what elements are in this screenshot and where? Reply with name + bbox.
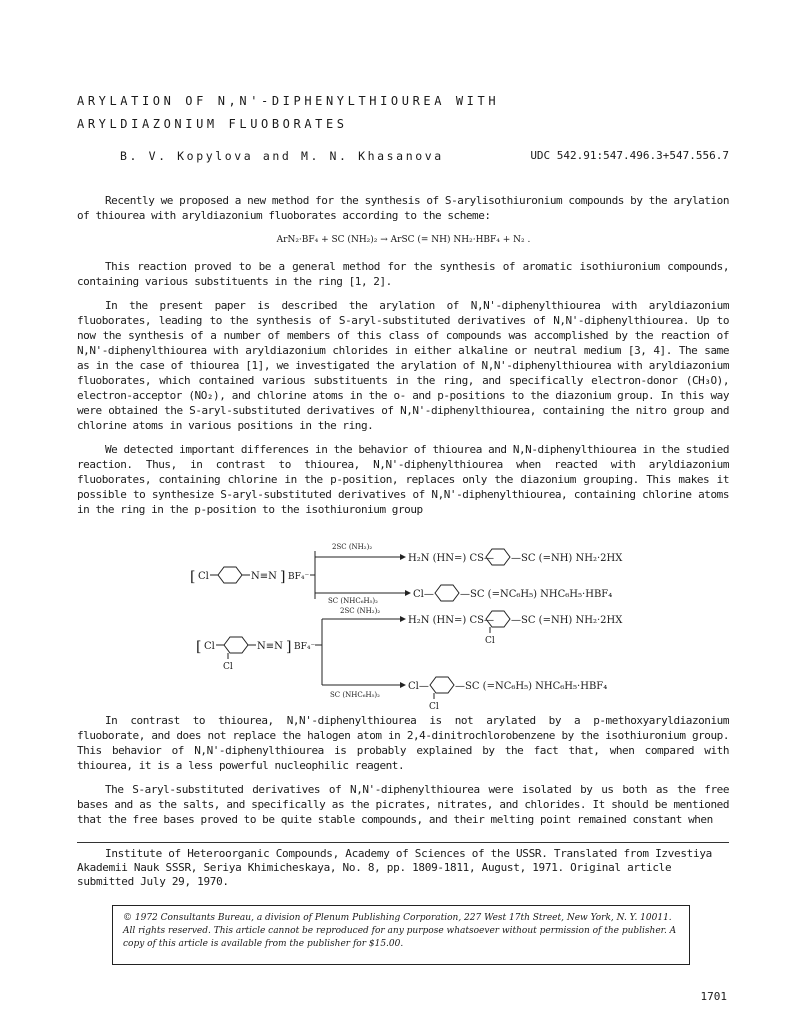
product3-subcl: Cl [485, 636, 495, 646]
paragraph-intro [77, 193, 729, 223]
benzene-ring-2 [224, 637, 248, 653]
product1-left: H₂N (HN=) CS— [408, 553, 494, 564]
bracket-left-1: [ [190, 569, 196, 585]
paragraph-4: We detected important differences in the behavior of thiourea and N,N-diphenylthiourea in the studied reaction. Thus, in contrast to thiourea, N,N'-diphenylthiourea when reacted with aryldiazonium fluoborates, containing chlorine in the p-position, replaces only the diazonium grouping. This makes it possible to synthesize S-aryl-substituted derivatives of N,N'-diphenylthiourea, containing chlorine atoms in the ring in the p-position to the isothiuronium group [77, 443, 729, 516]
reactant2-diazonium: N≡N [257, 641, 283, 652]
benzene-ring-p2 [435, 585, 459, 601]
reagent-c: 2SC (NH₂)₂ [340, 607, 381, 615]
copyright-box [112, 905, 690, 965]
footnote-divider [77, 842, 729, 843]
product3-right: —SC (=NH) NH₂·2HX [511, 615, 623, 626]
bracket-right-2: ] [286, 639, 292, 655]
footnote [77, 847, 717, 889]
reactant1-bf4: BF₄⁻ [288, 572, 310, 582]
benzene-ring-p4 [430, 677, 454, 693]
paragraph-1: Recently we proposed a new method for the synthesis of S-arylisothiuronium compounds by the arylation of thiourea with aryldiazonium fluoborates according to the scheme: [77, 194, 729, 222]
reagent-d: SC (NHC₆H₅)₂ [330, 691, 380, 699]
article-title-line-1: ARYLATION OF N,N'-DIPHENYLTHIOUREA WITH [77, 94, 500, 108]
paragraph-3: In the present paper is described the arylation of N,N'-diphenylthiourea with aryldiazonium fluoborates, leading to the synthesis of S-aryl-substituted derivatives of N,N'-diphenylthiourea. Up to now the synthesis of a number of members of this class of compounds was accomplished by the reaction of N,N'-diphenylthiourea with aryldiazonium chlorides in either alkaline or neutral medium [3, 4]. The same as in the case of thiourea [1], we investigated the arylation of N,N'-diphenylthiourea with aryldiazonium fluoborates, which contained various substituents in the ring, and specifically electron-donor (CH₃O), electron-acceptor (NO₂), and chlorine atoms in the o- and p-positions to the diazonium group. In this way were obtained the S-aryl-substituted derivatives of N,N'-diphenylthiourea, containing the nitro group and chlorine atoms in various positions in the ring. [77, 299, 729, 432]
paragraph-2: This reaction proved to be a general method for the synthesis of aromatic isothiuronium compounds, containing various substituents in the ring [1, 2]. [77, 260, 729, 288]
authors: B. V. Kopylova and M. N. Khasanova [120, 149, 444, 163]
reactant2-cl: Cl [204, 641, 215, 652]
reaction-equation: ArN₂·BF₄ + SC (NH₂)₂ → ArSC (= NH) NH₂·HBF₄ + N₂ . [276, 235, 531, 245]
bracket-left-2: [ [196, 639, 202, 655]
product4-subcl: Cl [429, 702, 439, 712]
reagent-a: 2SC (NH₂)₂ [332, 543, 373, 551]
reactant2-subcl: Cl [223, 662, 233, 672]
product4-left: Cl— [408, 681, 429, 692]
product2-right: —SC (=NC₆H₅) NHC₆H₅·HBF₄ [460, 589, 613, 600]
paragraph-block [77, 259, 729, 517]
article-title-line-2: ARYLDIAZONIUM FLUOBORATES [77, 117, 348, 131]
copyright-text: © 1972 Consultants Bureau, a division of Plenum Publishing Corporation, 227 West 17th Street, New York, N. Y. 10011. All rights reserved. This article cannot be reproduced for any purpose whatsoever without permission of the publisher. A copy of this article is available from the publisher for $15.00. [123, 913, 677, 949]
udc-code: UDC 542.91:547.496.3+547.556.7 [530, 149, 729, 162]
product1-right: —SC (=NH) NH₂·2HX [511, 553, 623, 564]
reactant1-diazonium: N≡N [251, 571, 277, 582]
reactant2-bf4: BF₄⁻ [294, 642, 316, 652]
paragraph-5: In contrast to thiourea, N,N'-diphenylthiourea is not arylated by a p-methoxyaryldiazonium fluoborate, and does not replace the halogen atom in 2,4-dinitrochlorobenzene by the isothiuronium group. This behavior of N,N'-diphenylthiourea is probably explained by the fact that, when compared with thiourea, it is a less powerful nucleophilic reagent. [77, 714, 729, 772]
bracket-right-1: ] [280, 569, 286, 585]
paragraph-block-2 [77, 713, 729, 827]
product2-left: Cl— [413, 589, 434, 600]
reaction-scheme [190, 535, 670, 735]
product4-right: —SC (=NC₆H₅) NHC₆H₅·HBF₄ [455, 681, 608, 692]
product3-left: H₂N (HN=) CS— [408, 615, 494, 626]
reagent-b: SC (NHC₆H₅)₂ [328, 597, 378, 605]
benzene-ring-1 [218, 567, 242, 583]
footnote-text: Institute of Heteroorganic Compounds, Academy of Sciences of the USSR. Translated from Izvestiya Akademii Nauk SSSR, Seriya Khimicheskaya, No. 8, pp. 1809-1811, August, 1971. Original article submitted July 29, 1970. [77, 847, 712, 888]
paragraph-6: The S-aryl-substituted derivatives of N,N'-diphenylthiourea were isolated by us both as the free bases and as the salts, and specifically as the picrates, nitrates, and chlorides. It should be mentioned that the free bases proved to be quite stable compounds, and their melting point remained constant when [77, 783, 729, 826]
reactant1-cl: Cl [198, 571, 209, 582]
page-number: 1701 [700, 990, 727, 1003]
